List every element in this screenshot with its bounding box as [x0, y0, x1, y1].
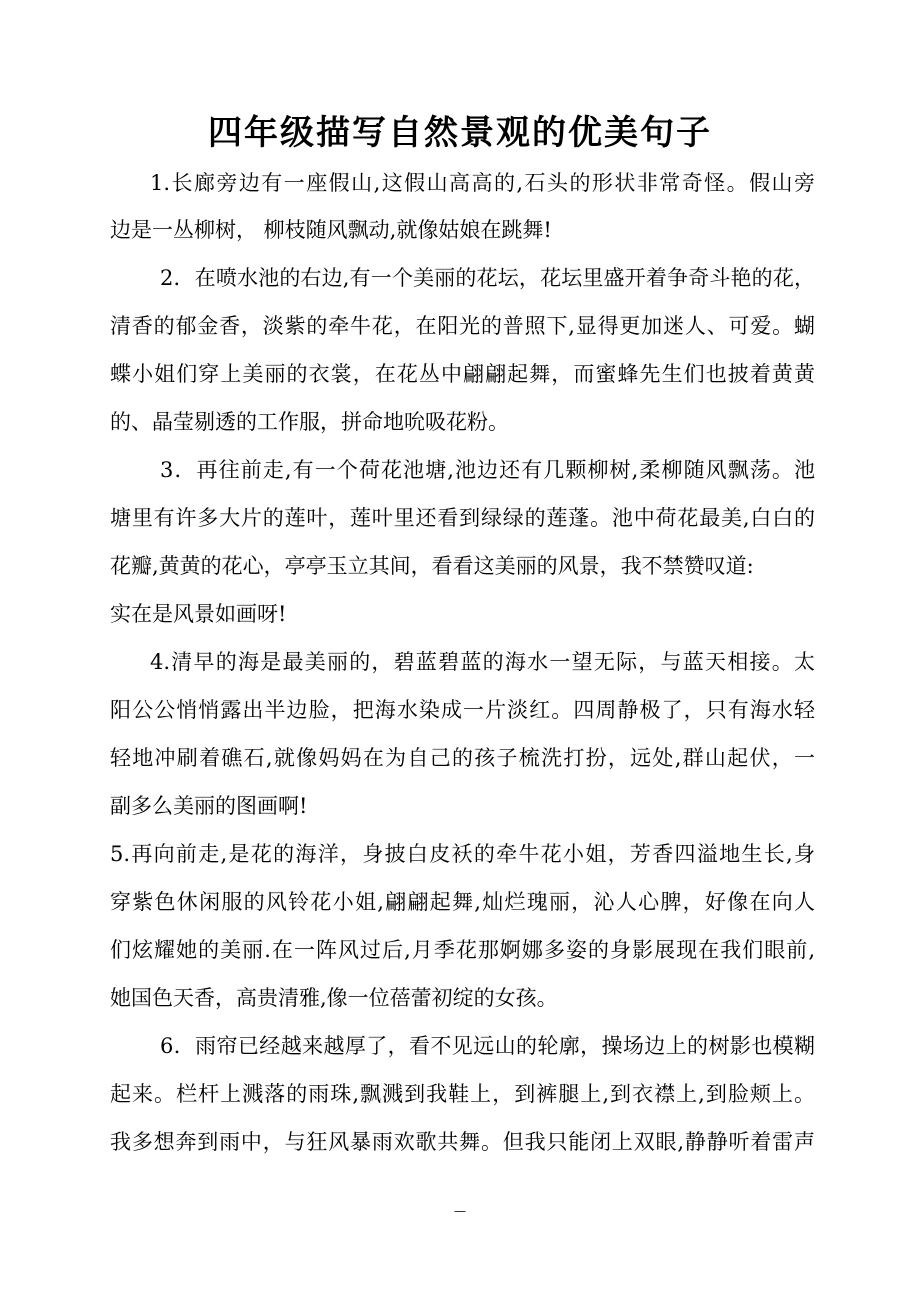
text-line: 1.长廊旁边有一座假山,这假山高高的,石头的形状非常奇怪。假山旁: [150, 171, 815, 195]
text-line: 3．再往前走,有一个荷花池塘,池边还有几颗柳树,柔柳随风飘荡。池: [160, 458, 815, 482]
text-line: 副多么美丽的图画啊!: [110, 794, 308, 818]
page-footer-mark: —: [454, 1204, 466, 1218]
text-line: 穿紫色休闲服的风铃花小姐,翩翩起舞,灿烂瑰丽，沁人心脾，好像在向人: [110, 890, 815, 914]
text-line: 我多想奔到雨中，与狂风暴雨欢歌共舞。但我只能闭上双眼,静静听着雷声: [110, 1130, 815, 1154]
document-title: 四年级描写自然景观的优美句子: [208, 113, 712, 153]
text-line: 塘里有许多大片的莲叶，莲叶里还看到绿绿的莲蓬。池中荷花最美,白白的: [110, 506, 815, 530]
text-line: 4.清早的海是最美丽的，碧蓝碧蓝的海水一望无际，与蓝天相接。太: [150, 650, 815, 674]
text-line: 她国色天香，高贵清雅,像一位蓓蕾初绽的女孩。: [110, 986, 558, 1010]
text-line: 们炫耀她的美丽.在一阵风过后,月季花那婀娜多姿的身影展现在我们眼前,: [110, 938, 815, 962]
text-line: 的、晶莹剔透的工作服，拼命地吮吸花粉。: [110, 410, 509, 434]
text-line: 起来。栏杆上溅落的雨珠,飘溅到我鞋上，到裤腿上,到衣襟上,到脸颊上。: [110, 1082, 815, 1106]
text-line: 花瓣,黄黄的花心，亭亭玉立其间，看看这美丽的风景，我不禁赞叹道:: [110, 554, 754, 578]
text-line: 实在是风景如画呀!: [110, 602, 287, 626]
text-line: 轻地冲刷着礁石,就像妈妈在为自己的孩子梳洗打扮，远处,群山起伏，一: [110, 746, 815, 770]
text-line: 蝶小姐们穿上美丽的衣裳，在花丛中翩翩起舞，而蜜蜂先生们也披着黄黄: [110, 362, 815, 386]
text-line: 2．在喷水池的右边,有一个美丽的花坛，花坛里盛开着争奇斗艳的花，: [160, 266, 815, 290]
text-line: 清香的郁金香，淡紫的牵牛花，在阳光的普照下,显得更加迷人、可爱。蝴: [110, 314, 815, 338]
text-line: 阳公公悄悄露出半边脸，把海水染成一片淡红。四周静极了，只有海水轻: [110, 698, 815, 722]
text-line: 5.再向前走,是花的海洋，身披白皮袄的牵牛花小姐，芳香四溢地生长,身: [110, 842, 815, 866]
text-line: 边是一丛柳树， 柳枝随风飘动,就像姑娘在跳舞!: [110, 218, 552, 242]
text-line: 6．雨帘已经越来越厚了，看不见远山的轮廓，操场边上的树影也模糊: [160, 1034, 815, 1058]
